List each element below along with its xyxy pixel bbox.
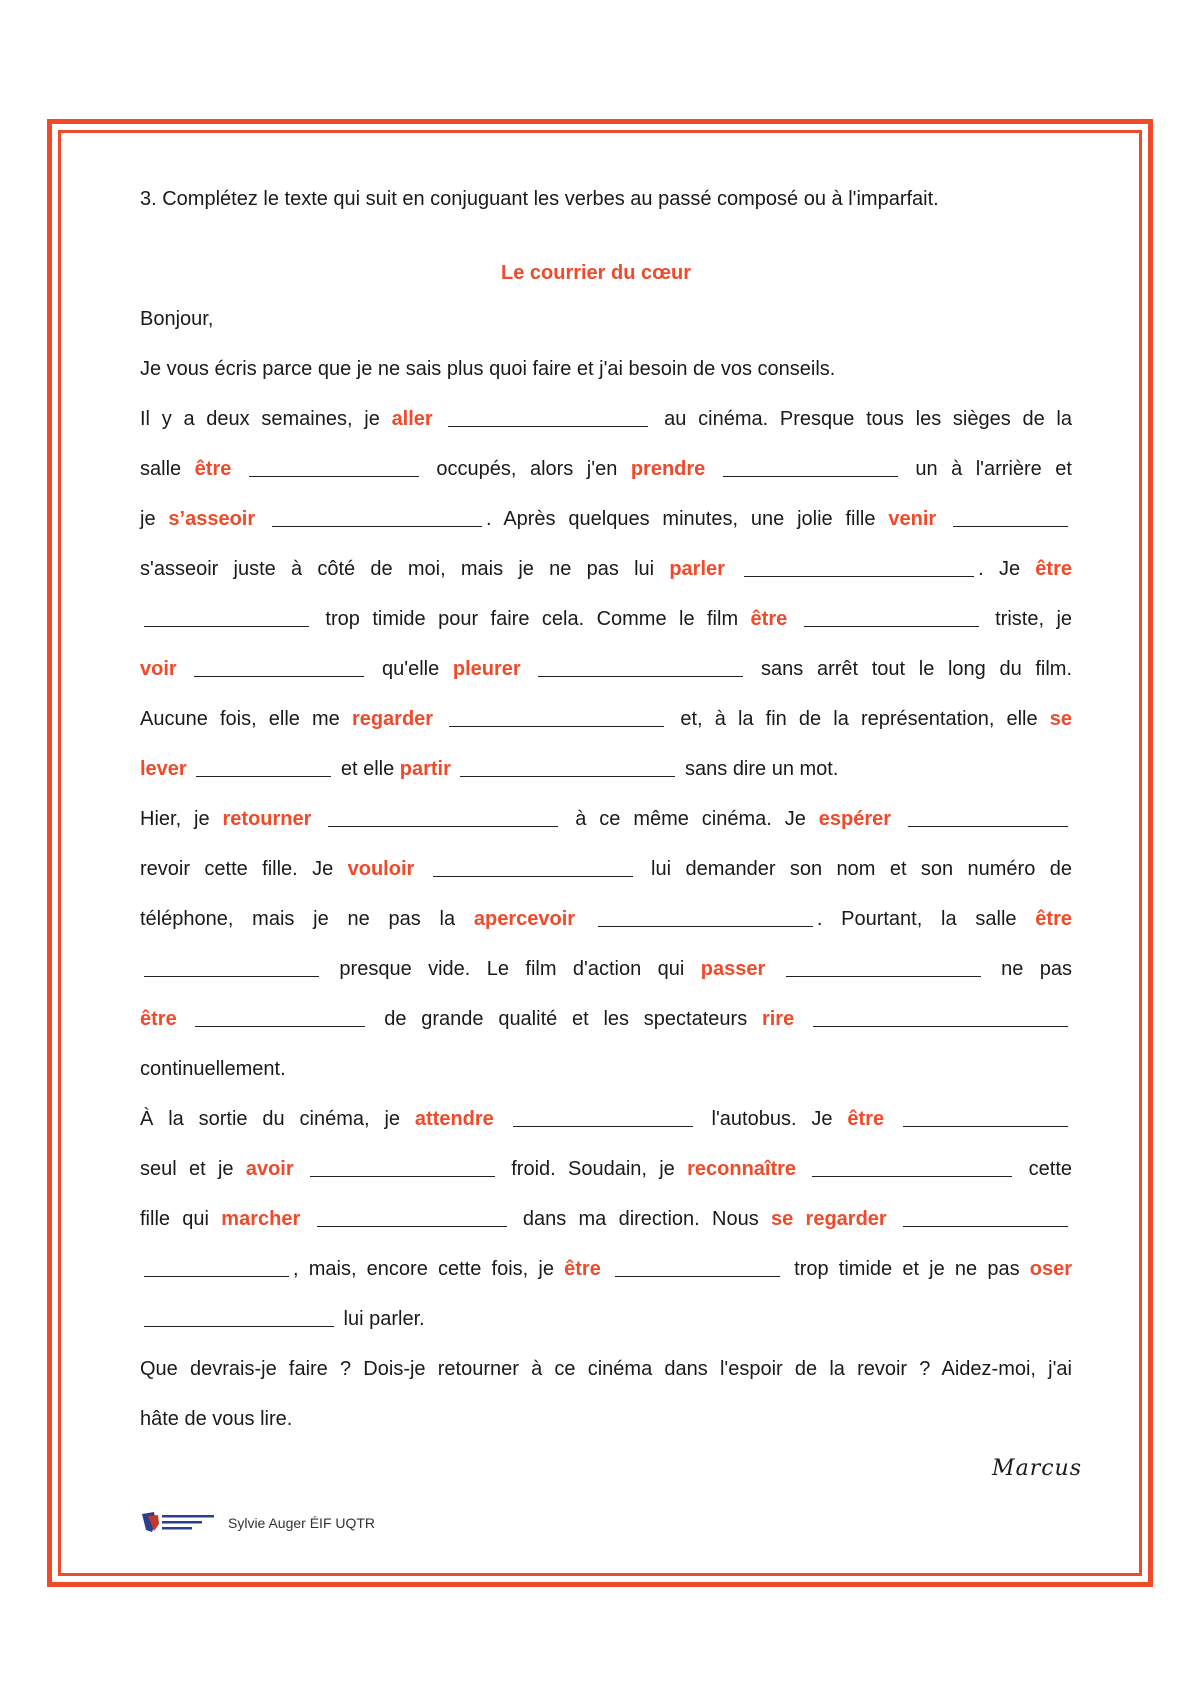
line-text: je: [140, 508, 169, 530]
letter-line: [140, 396, 1072, 446]
answer-blank[interactable]: [272, 506, 482, 527]
verb-infinitive: apercevoir: [473, 908, 576, 930]
answer-blank[interactable]: [908, 806, 1068, 827]
verb-infinitive: attendre: [414, 1108, 494, 1130]
verb-infinitive: être: [750, 608, 788, 630]
verb-infinitive: oser: [1029, 1258, 1072, 1280]
line-text: cette: [1016, 1158, 1072, 1180]
line-text: Aucune fois, elle me: [140, 708, 352, 730]
verb-infinitive: voir: [140, 658, 177, 680]
letter-line: [140, 596, 1072, 646]
line-text: hâte de vous lire.: [140, 1408, 293, 1430]
line-text: Je vous écris parce que je ne sais plus quoi faire et j'ai besoin de vos conseils.: [140, 358, 836, 380]
line-text: froid. Soudain, je: [498, 1158, 688, 1180]
answer-blank[interactable]: [195, 1006, 365, 1027]
line-text: sans arrêt tout le long du film.: [747, 658, 1073, 680]
answer-blank[interactable]: [144, 1256, 289, 1277]
line-text: et elle: [335, 758, 400, 780]
letter-line: [140, 446, 1072, 496]
letter-line: [140, 646, 1072, 696]
line-text: presque vide. Le film d'action qui: [323, 958, 701, 980]
answer-blank[interactable]: [448, 406, 648, 427]
letter-line: [140, 1046, 1072, 1096]
verb-infinitive: s’asseoir: [168, 508, 256, 530]
letter-line: [140, 696, 1072, 746]
line-text: . Après quelques minutes, une jolie fille: [486, 508, 889, 530]
letter-line: [140, 1396, 1072, 1446]
letter-line: [140, 546, 1072, 596]
exercise-content: [140, 176, 1072, 1446]
letter-line: [140, 746, 1072, 796]
letter-line: [140, 796, 1072, 846]
answer-blank[interactable]: [310, 1156, 495, 1177]
exercise-instruction: 3. Complétez le texte qui suit en conjuguant les verbes au passé composé ou à l'imparfait.: [140, 188, 939, 210]
answer-blank[interactable]: [144, 956, 319, 977]
verb-infinitive: se: [1049, 708, 1073, 730]
answer-blank[interactable]: [249, 456, 419, 477]
letter-line: [140, 996, 1072, 1046]
letter-line: [140, 846, 1072, 896]
answer-blank[interactable]: [786, 956, 981, 977]
line-text: revoir cette fille. Je: [140, 858, 348, 880]
exercise-title: Le courrier du cœur: [500, 262, 692, 284]
answer-blank[interactable]: [144, 606, 309, 627]
line-text: sans dire un mot.: [679, 758, 839, 780]
answer-blank[interactable]: [317, 1206, 507, 1227]
line-text: téléphone, mais je ne pas la: [140, 908, 474, 930]
line-text: l'autobus. Je: [696, 1108, 848, 1130]
verb-infinitive: lever: [140, 758, 187, 780]
letter-body: [140, 346, 1072, 1446]
verb-infinitive: être: [847, 1108, 885, 1130]
verb-infinitive: partir: [399, 758, 451, 780]
line-text: de grande qualité et les spectateurs: [369, 1008, 762, 1030]
verb-infinitive: être: [564, 1258, 601, 1280]
line-text: au cinéma. Presque tous les sièges de la: [652, 408, 1073, 430]
answer-blank[interactable]: [598, 906, 813, 927]
line-text: lui demander son nom et son numéro de: [636, 858, 1072, 880]
verb-infinitive: se regarder: [771, 1208, 887, 1230]
line-text: trop timide et je ne pas: [784, 1258, 1030, 1280]
line-text: Que devrais-je faire ? Dois-je retourner à ce cinéma dans l'espoir de la revoir ? Aidez-moi, j'ai: [140, 1358, 1072, 1380]
line-text: À la sortie du cinéma, je: [140, 1108, 415, 1130]
verb-infinitive: aller: [391, 408, 433, 430]
line-text: s'asseoir juste à côté de moi, mais je ne pas lui: [140, 558, 670, 580]
line-text: qu'elle: [368, 658, 453, 680]
line-text: salle: [140, 458, 195, 480]
letter-line: [140, 946, 1072, 996]
verb-infinitive: reconnaître: [687, 1158, 797, 1180]
answer-blank[interactable]: [813, 1006, 1068, 1027]
verb-infinitive: regarder: [351, 708, 434, 730]
line-text: . Je: [978, 558, 1036, 580]
line-text: trop timide pour faire cela. Comme le film: [313, 608, 751, 630]
letter-line: [140, 1346, 1072, 1396]
verb-infinitive: être: [1035, 558, 1072, 580]
verb-infinitive: pleurer: [452, 658, 521, 680]
line-text: , mais, encore cette fois, je: [293, 1258, 565, 1280]
line-text: ne pas: [984, 958, 1073, 980]
answer-blank[interactable]: [744, 556, 974, 577]
verb-infinitive: parler: [669, 558, 725, 580]
verb-infinitive: vouloir: [347, 858, 415, 880]
footer: [140, 1510, 375, 1536]
university-logo-icon: [140, 1510, 220, 1536]
letter-line: [140, 896, 1072, 946]
answer-blank[interactable]: [615, 1256, 780, 1277]
answer-blank[interactable]: [903, 1206, 1068, 1227]
verb-infinitive: être: [1035, 908, 1072, 930]
answer-blank[interactable]: [903, 1106, 1068, 1127]
answer-blank[interactable]: [538, 656, 743, 677]
line-text: et, à la fin de la représentation, elle: [668, 708, 1050, 730]
line-text: fille qui: [140, 1208, 222, 1230]
verb-infinitive: marcher: [221, 1208, 301, 1230]
verb-infinitive: passer: [700, 958, 766, 980]
verb-infinitive: venir: [888, 508, 937, 530]
line-text: occupés, alors j'en: [422, 458, 631, 480]
signature: Marcus: [992, 1456, 1082, 1481]
answer-blank[interactable]: [449, 706, 664, 727]
line-text: triste, je: [982, 608, 1073, 630]
greeting: Bonjour,: [140, 308, 214, 330]
letter-line: [140, 1096, 1072, 1146]
verb-infinitive: avoir: [245, 1158, 294, 1180]
verb-infinitive: retourner: [222, 808, 312, 830]
footer-credit: Sylvie Auger ÉIF UQTR: [228, 1515, 376, 1531]
line-text: Hier, je: [140, 808, 223, 830]
answer-blank[interactable]: [196, 756, 331, 777]
letter-line: [140, 1246, 1072, 1296]
line-text: continuellement.: [140, 1058, 286, 1080]
answer-blank[interactable]: [328, 806, 558, 827]
answer-blank[interactable]: [144, 1306, 334, 1327]
answer-blank[interactable]: [194, 656, 364, 677]
answer-blank[interactable]: [953, 506, 1068, 527]
answer-blank[interactable]: [804, 606, 979, 627]
letter-line: [140, 346, 1072, 396]
verb-infinitive: prendre: [630, 458, 706, 480]
line-text: . Pourtant, la salle: [816, 908, 1036, 930]
line-text: seul et je: [140, 1158, 246, 1180]
letter-line: [140, 1196, 1072, 1246]
verb-infinitive: être: [140, 1008, 177, 1030]
line-text: Il y a deux semaines, je: [140, 408, 392, 430]
verb-infinitive: être: [194, 458, 232, 480]
answer-blank[interactable]: [812, 1156, 1012, 1177]
line-text: à ce même cinéma. Je: [562, 808, 819, 830]
verb-infinitive: espérer: [818, 808, 892, 830]
verb-infinitive: rire: [761, 1008, 795, 1030]
letter-line: [140, 496, 1072, 546]
answer-blank[interactable]: [513, 1106, 693, 1127]
letter-line: [140, 1296, 1072, 1346]
line-text: dans ma direction. Nous: [510, 1208, 771, 1230]
letter-line: [140, 1146, 1072, 1196]
answer-blank[interactable]: [433, 856, 633, 877]
line-text: lui parler.: [338, 1308, 425, 1330]
answer-blank[interactable]: [723, 456, 898, 477]
line-text: un à l'arrière et: [901, 458, 1072, 480]
answer-blank[interactable]: [460, 756, 675, 777]
